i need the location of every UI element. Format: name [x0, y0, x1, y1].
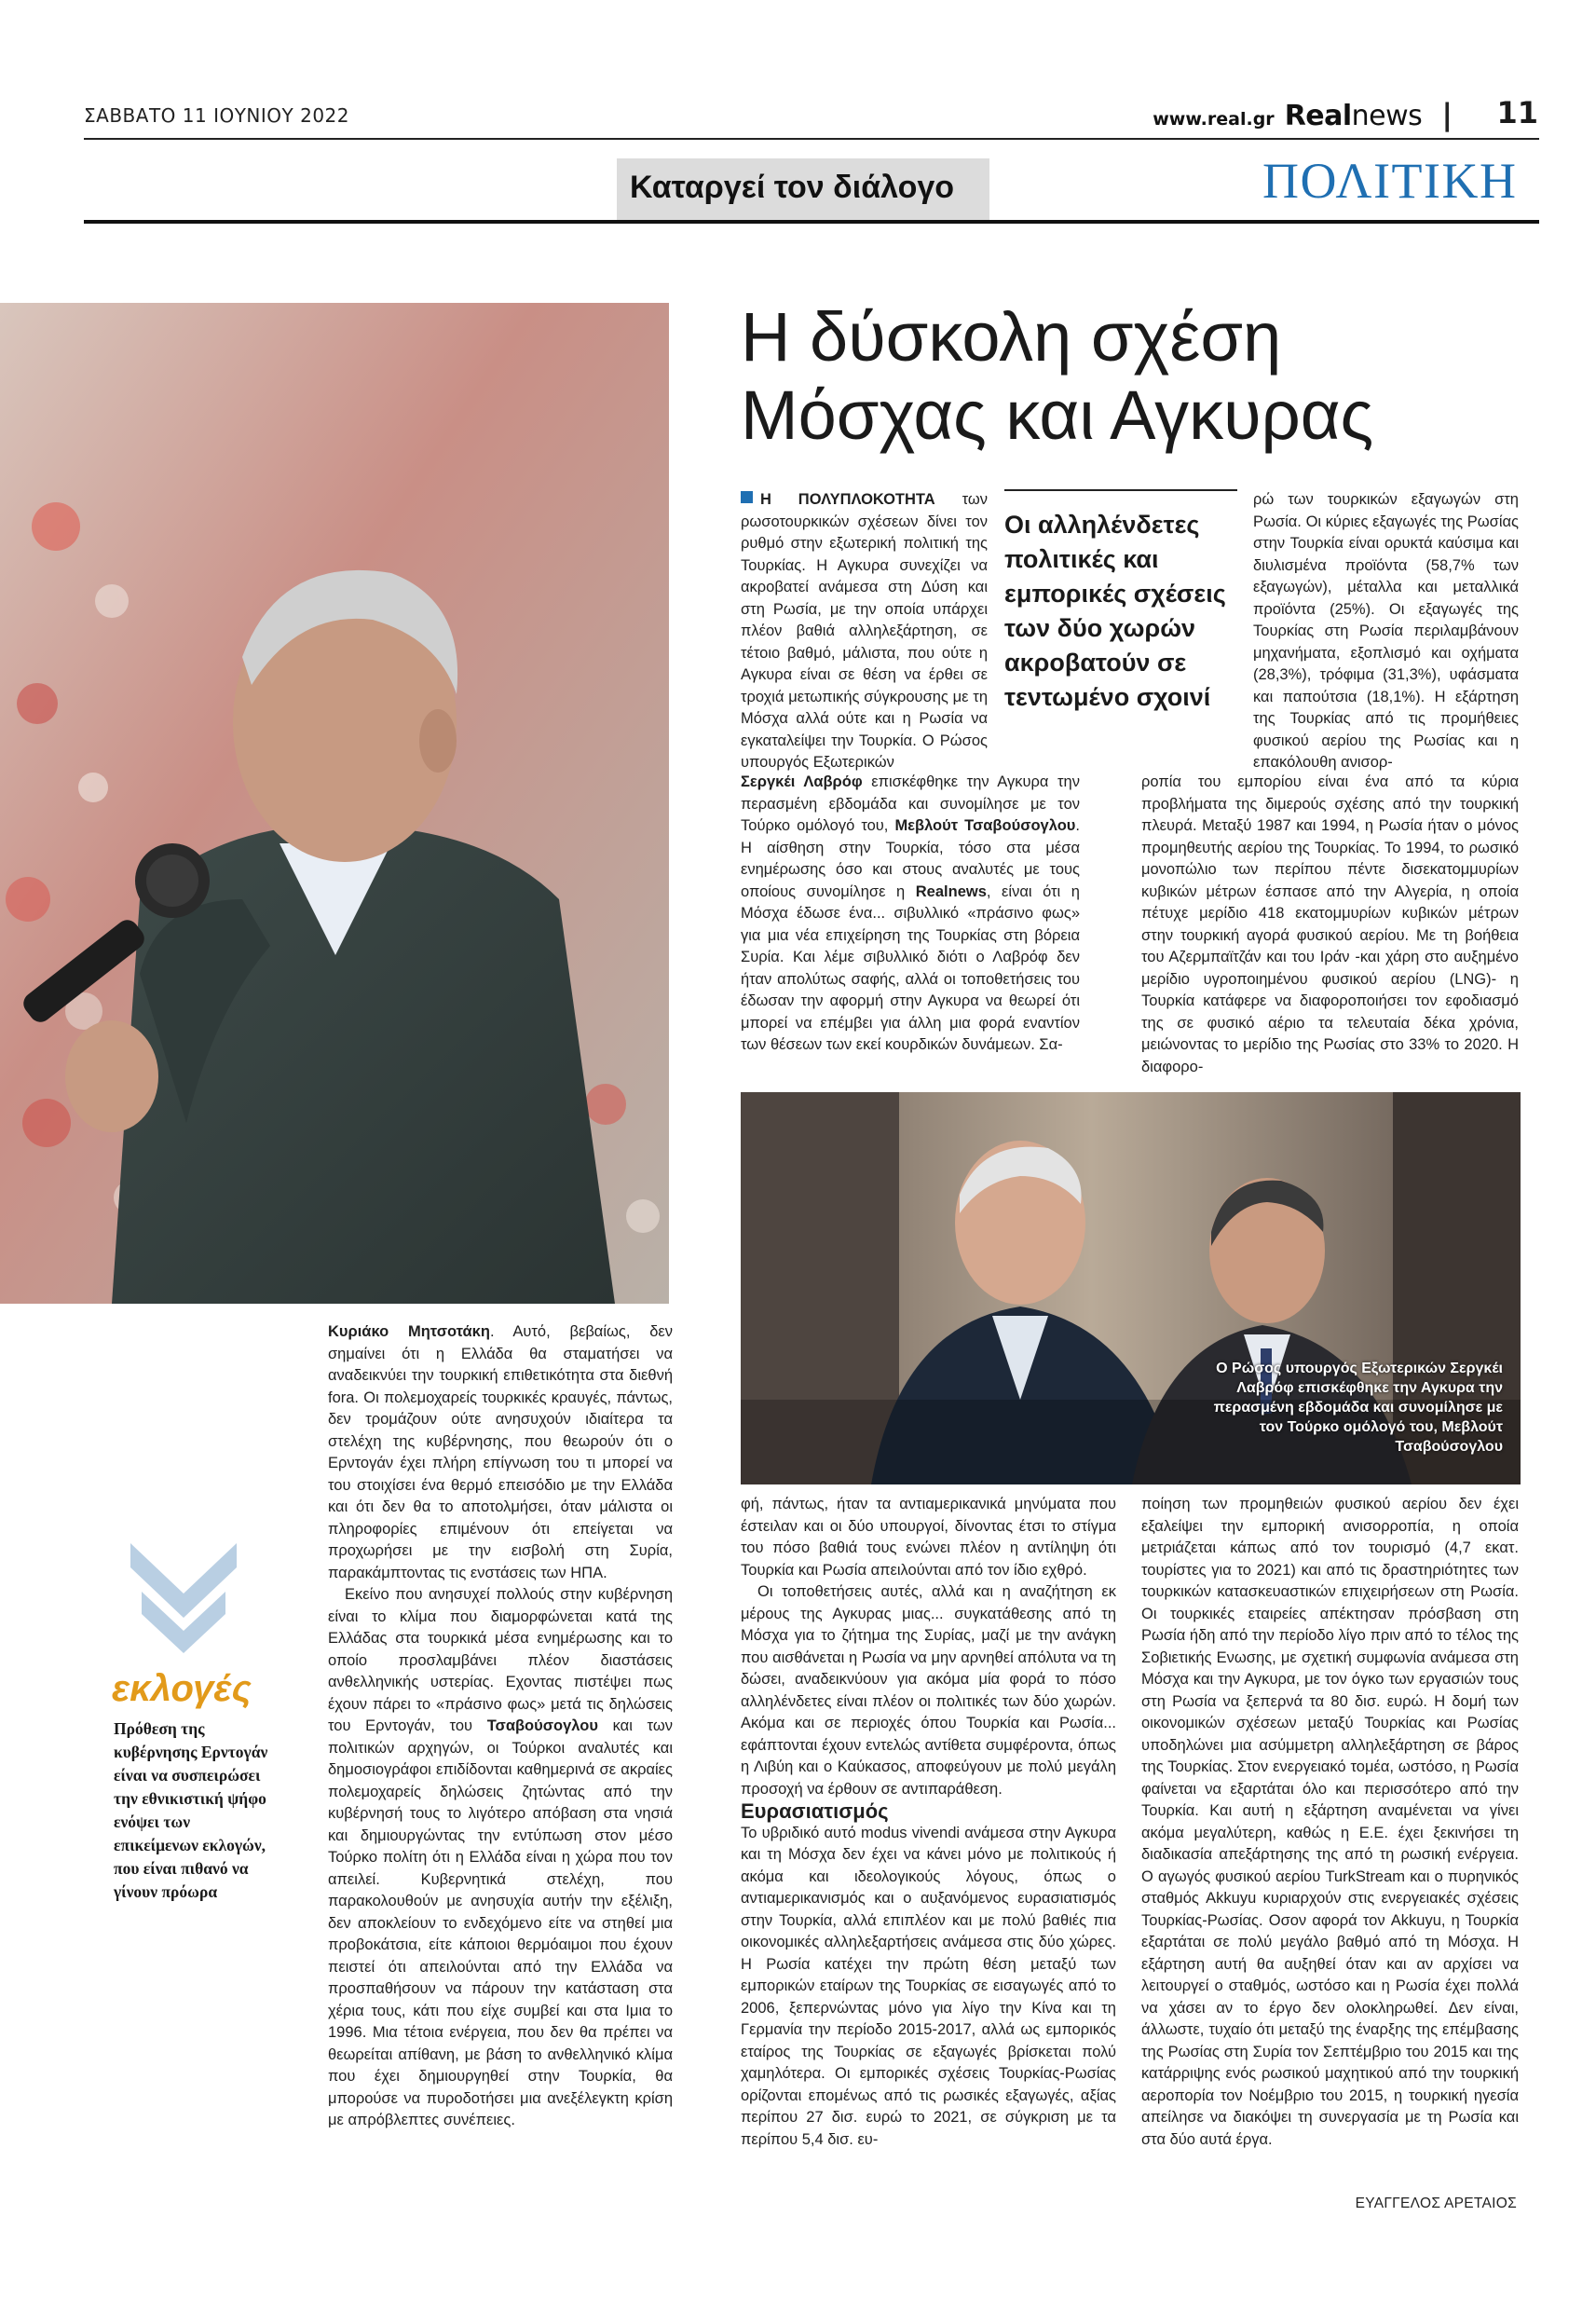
right-wide-paragraph: ροπία του εμπορίου είναι ένα από τα κύρια προβλήματα της διμερούς σχέσης από την τουρκική πλευρά. Μεταξύ 1987 και 1994, η Ρωσία ήταν ο μόνος προμηθευτής αερίου της Τουρκίας. Το 1994, το ρωσικό μονοπώλιο των περίπου πέντε δισεκατομμυρίων κυβικών μέτρων έσπασε από την Αλγερία, η οποία πέτυχε μερίδιο 418 εκατομμυρίων κυβικών μέτρων στην τουρκική αγορά φυσικού αερίου. Με τη βοήθεια του Αζερμπαϊτζάν και του Ιράν -και χάρη στο αυξημένο μερίδιο υγροποιημένου φυσικού αερίου (LNG)- η Τουρκία κατάφερε να διαφοροποιήσει τον εφοδιασμό της σε φυσικό αέριο τα τελευταία δέκα χρόνια, μειώνοντας το μερίδιο της Ρωσίας στο 33% το 2020. Η διαφορο-	[1141, 773, 1519, 1075]
lead-text-d: , είναι ότι η Μόσχα έδωσε ένα... σιβυλλικό «πράσινο φως» για μια νέα επιχείρηση της Τουρκίας στη βόρεια Συρία. Και λέμε σιβυλλικό διότι ο Λαβρόφ δεν ήταν απολύτως σαφής, αλλά οι τοποθετήσεις του έδωσαν την αφορμή στην Αγκυρα να θεωρεί ότι μπορεί να επέμβει για άλλη μια φορά εναντίον των θέσεων των εκεί κουρδικών δυνάμεων. Σα-	[741, 882, 1080, 1053]
photo-caption: Ο Ρώσος υπουργός Εξωτερικών Σεργκέι Λαβρόφ επισκέφθηκε την Αγκυρα την περασμένη εβδομάδα και συνομίλησε με τον Τούρκο ομόλογό του, Μεβλούτ Τσαβούσογλου	[1213, 1361, 1503, 1455]
chevron-graphic	[123, 1536, 244, 1657]
masthead-brand	[1153, 97, 1466, 132]
column-right-top	[1253, 489, 1519, 774]
photo-erdogan	[0, 303, 669, 1304]
header-rule	[84, 138, 1539, 140]
left-text-1: . Αυτό, βεβαίως, δεν σημαίνει ότι η Ελλάδα θα σταματήσει να αναδεικνύει την τουρκική επιθετικότητα στα διεθνή fora. Οι πολεμοχαρείς τουρκικές κραυγές, πάντως, δεν τρομάζουν ούτε ανησυχούν ιδιαίτερα τα στελέχη της κυβέρνησης, που θεωρούν ότι ο Ερντογάν έχει πλήρη επίγνωση του τι μπορεί να του στοιχίσει ένα θερμό επεισόδιο με την Ελλάδα και ότι δεν θα το αποτολμήσει, όταν μάλιστα οι πληροφορίες επιμένουν ότι επείγεται να προχωρήσει με την εισβολή στη Συρία, παρακάμπτοντας τις ενστάσεις των ΗΠΑ.	[328, 1323, 673, 1581]
lead-paragraph-continued	[741, 772, 1080, 1057]
name-cavusoglu-2: Τσαβούσογλου	[486, 1717, 598, 1734]
left-text-2b: και των πολιτικών αρχηγών, οι Τούρκοι αναλυτές και δημοσιογράφοι επιδίδονται καθημερινά σε ακραίες πολεμοχαρείς δηλώσεις ζητώντας από την κυβέρνησή τους το λιγότερο απόβαση στα νησιά και δημιουργώντας την εντύπωση στον μέσο Τούρκο πολίτη ότι η Ελλάδα είναι η χώρα που τον απειλεί. Κυβερνητικά στελέχη, που παρακολουθούν με ανησυχία αυτήν την εξέλιξη, δεν αποκλείουν το ενδεχόμενο είτε να στηθεί μια προβοκάτσια, είτε κάποιοι θερμόαιμοι που έχουν πειστεί ότι απειλούνται από την Ελλάδα να προσπαθήσουν να πάρουν την κατάσταση στα χέρια τους, κάτι που είχε συμβεί και στα Ιμια το 1996. Μια τέτοια ενέργεια, που δεν θα πρέπει να θεωρείται απίθανη, με βάση το ανθελληνικό κλίμα που έχει δημιουργηθεί στην Τουρκία, θα μπορούσε να πυροδοτήσει μια ανεξέλεγκτη κρίση με απρόβλεπτες συνέπειες.	[328, 1717, 673, 2128]
issue-date: ΣΑΒΒΑΤΟ 11 ΙΟΥΝΙΟΥ 2022	[84, 104, 349, 127]
middle-paragraph-3: Το υβριδικό αυτό modus vivendi ανάμεσα στην Αγκυρα και τη Μόσχα δεν έχει να κάνει μόνο με πολιτικούς ή ακόμα και ιδεολογικούς λόγους, όπως ο αντιαμερικανισμός και ο αυξανόμενος ευρασιατισμός στην Τουρκία, αλλά επιπλέον και με πολύ βαθιές πια οικονομικές αλληλεξαρτήσεις ανάμεσα στις δύο χώρες. Η Ρωσία κατέχει την πρώτη θέση μεταξύ των εμπορικών εταίρων της Τουρκίας σε εισαγωγές από το 2006, ξεπερνώντας μόνο για λίγο την Κίνα και τη Γερμανία την περίοδο 2015-2017, αλλά ως εμπορικός εταίρος της Τουρκίας σε εξαγωγές βρίσκεται πολύ χαμηλότερα. Οι εμπορικές σχέσεις Τουρκίας-Ρωσίας ορίζονται επομένως από τις ρωσικές εξαγωγές, αξίας περίπου 27 δισ. ευρώ το 2021, σε σύγκριση με τα περίπου 5,4 δισ. ευ-	[741, 1824, 1116, 2148]
column-right-wide	[1141, 772, 1519, 1078]
lead-text-b: επισκέφθηκε την Αγκυρα την περασμένη εβδομάδα και συνομίλησε με τον Τούρκο ομόλογό του,	[741, 773, 1080, 834]
headline	[741, 298, 1373, 455]
headline-line-1: Η δύσκολη σχέση	[741, 298, 1282, 376]
pull-quote: Οι αλληλένδετες πολιτικές και εμπορικές σχέσεις των δύο χωρών ακροβατούν σε τεντωμένο σχοινί	[1004, 511, 1226, 711]
right-paragraph-1: ποίηση των προμηθειών φυσικού αερίου δεν έχει εξαλείψει την εμπορική ανισορροπία, η οποία μετριάζεται κάπως από τον τουρισμό (4,7 εκατ. τουρίστες για το 2021) και από τις δραστηριότητες των τουρκικών κατασκευαστικών επιχειρήσεων στη Ρωσία. Οι τουρκικές εταιρείες απέκτησαν πρόσβαση στη Ρωσία ήδη από την περίοδο λίγο πριν από το τέλος της Σοβιετικής Ενωσης, με σχετική συμφωνία ανάμεσα στη Μόσχα και την Αγκυρα, με τον όγκο των εργασιών τους στη Ρωσία να ξεπερνά τα 80 δισ. ευρώ. Η δομή των οικονομικών σχέσεων μεταξύ Τουρκίας και Ρωσίας υποδηλώνει μια ασύμμετρη αλληλεξάρτηση σε βάρος της Τουρκίας. Στον ενεργειακό τομέα, ωστόσο, η Ρωσία φαίνεται να εξαρτάται όλο και περισσότερο από την Τουρκία. Και αυτή η εξάρτηση αναμένεται να γίνει ακόμα μεγαλύτερη, καθώς η Ε.Ε. έχει ξεκινήσει τη διαδικασία απεξάρτησης της από τη ρωσική ενέργεια. Ο αγωγός φυσικού αερίου TurkStream και ο πυρηνικός σταθμός Akkuyu κυριαρχούν στις ενεργειακές σχέσεις Τουρκίας-Ρωσίας. Οσον αφορά τον Akkuyu, η Τουρκία εξαρτάται σε πολύ μεγάλο βαθμό από τη Μόσχα. Η εξάρτηση αυτή θα αυξηθεί όταν και αν αρχίσει να λειτουργεί ο σταθμός, ωστόσο και η Ρωσία έχει πολλά να χάσει αν το έργο δεν ολοκληρωθεί. Δεν είναι, άλλωστε, τυχαίο ότι μεταξύ της έναρξης της επέμβασης της Ρωσίας στη Συρία τον Σεπτέμβριο του 2015 και της κατάρριψης ενός ρωσικού μαχητικού από την τουρκική αεροπορία τον Νοέμβριο του 2015, η τουρκική ηγεσία απείλησε να διακόψει τη συνεργασία με τη Ρωσία και στα δύο αυτά έργα.	[1141, 1496, 1519, 2148]
page-number: 11	[1496, 95, 1538, 130]
kicker: Καταργεί τον διάλογο	[630, 170, 955, 205]
right-top-paragraph: ρώ των τουρκικών εξαγωγών στη Ρωσία. Οι κύριες εξαγωγές της Ρωσίας στην Τουρκία είναι ορυκτά καύσιμα και διυλισμένα προϊόντα (58,7% των εξαγωγών), μέταλλα και μεταλλικά προϊόντα (25%). Οι εξαγωγές της Τουρκίας στη Ρωσία περιλαμβάνουν μηχανήματα, εξοπλισμό και οχήματα (28,3%), τρόφιμα (31,3%), υφάσματα και παπούτσια (18,1%). Η εξάρτηση της Τουρκίας από τις προμήθειες φυσικού αερίου της Ρωσίας και η επακόλουθη ανισορ-	[1253, 491, 1519, 771]
sidebar-text: Πρόθεση της κυβέρνησης Ερντογάν είναι να συσπειρώσει την εθνικιστική ψήφο ενόψει των επικείμενων εκλογών, που είναι πιθανό να γίνουν πρόωρα	[114, 1719, 268, 1901]
header-separator: |	[1441, 97, 1453, 132]
lead-text-c: . Η αίσθηση στην Τουρκία, τόσο στα μέσα ενημέρωσης όσο και στους αναλυτές με τους οποίους συνομίλησε η	[741, 817, 1080, 900]
name-mitsotakis: Κυριάκο Μητσοτάκη	[328, 1323, 490, 1340]
left-paragraph-2	[328, 1584, 673, 2132]
sidebar-title: εκλογές	[112, 1668, 252, 1709]
section-title: ΠΟΛΙΤΙΚΗ	[1262, 153, 1518, 209]
logo-bold: Real	[1284, 100, 1352, 132]
lead-paragraph	[741, 489, 988, 774]
realnews-logo	[1285, 100, 1423, 132]
lead-square-icon	[741, 491, 753, 503]
site-url: www.real.gr	[1153, 109, 1275, 130]
column-lead	[741, 489, 988, 774]
byline: ΕΥΑΓΓΕΛΟΣ ΑΡΕΤΑΙΟΣ	[1355, 2196, 1517, 2211]
column-lead-wide	[741, 772, 1080, 1057]
column-right-lower	[1141, 1494, 1519, 2151]
headline-line-2: Μόσχας και Αγκυρας	[741, 376, 1374, 454]
subhead-eurasianism: Ευρασιατισμός	[741, 1799, 889, 1823]
middle-paragraph-2: Οι τοποθετήσεις αυτές, αλλά και η αναζήτηση εκ μέρους της Αγκυρας μιας... συγκατάθεσης από τη Μόσχα για το ζήτημα της Συρίας, μαζί με την ανάγκη που αισθάνεται η Ρωσία να μην αρνηθεί απόλυτα να τη δώσει, αναδεικνύουν για ακόμα μία φορά το πόσο αλληλένδετες είναι πλέον οι πολιτικές των δύο χωρών. Ακόμα και σε περιοχές όπου Τουρκία και Ρωσία... εφάπτονται έχουν εντελώς αντίθετα συμφέροντα, όπως η Λιβύη και ο Καύκασος, αποφεύγουν με πολύ μεγάλη προσοχή να έρθουν σε αντιπαράθεση.	[741, 1583, 1116, 1798]
photo-erdogan-illustration	[0, 303, 669, 1304]
logo-light: news	[1351, 100, 1423, 132]
section-rule	[84, 220, 1539, 224]
chevron-down-icon	[123, 1536, 244, 1657]
lead-tag: Η ΠΟΛΥΠΛΟΚΟΤΗΤΑ	[760, 491, 935, 508]
name-cavusoglu: Μεβλούτ Τσαβούσογλου	[894, 817, 1076, 834]
left-text-2a: Εκείνο που ανησυχεί πολλούς στην κυβέρνηση είναι το κλίμα που διαμορφώνεται κατά της Ελλάδας στα τουρκικά μέσα ενημέρωσης και το οποίο προσλαμβάνει πλέον διαστάσεις ανθελληνικής υστερίας. Εχοντας πιστέψει πως έχουν πάρει το «πράσινο φως» μετά τις δηλώσεις του Ερντογάν, του	[328, 1586, 673, 1734]
column-left-lower	[328, 1321, 673, 2132]
column-middle-lower	[741, 1494, 1116, 2151]
name-lavrov: Σεργκέι Λαβρόφ	[741, 773, 863, 790]
pull-quote-rule	[1004, 489, 1237, 491]
left-paragraph-1	[328, 1321, 673, 1584]
lead-text: των ρωσοτουρκικών σχέσεων δίνει τον ρυθμό στην εξωτερική πολιτική της Τουρκίας. Η Αγκυρα συνεχίζει να ακροβατεί ανάμεσα στη Δύση και στη Ρωσία, με την οποία υπάρχει πλέον βαθιά αλληλεξάρτηση, σε τέτοιο βαθμό, μάλιστα, που ούτε η Αγκυρα είναι σε θέση να έρθει σε τροχιά μετωπικής σύγκρουσης με τη Μόσχα αλλά ούτε και η Ρωσία να εγκαταλείψει την Τουρκία. Ο Ρώσος υπουργός Εξωτερικών	[741, 491, 988, 771]
middle-paragraph-1: φή, πάντως, ήταν τα αντιαμερικανικά μηνύματα που έστειλαν και οι δύο υπουργοί, δίνοντας έτσι το στίγμα του πόσο βαθιά τους ενώνει πλέον η αντίληψη ότι Τουρκία και Ρωσία απειλούνται από τον ίδιο εχθρό.	[741, 1496, 1116, 1579]
name-realnews: Realnews	[915, 882, 987, 900]
